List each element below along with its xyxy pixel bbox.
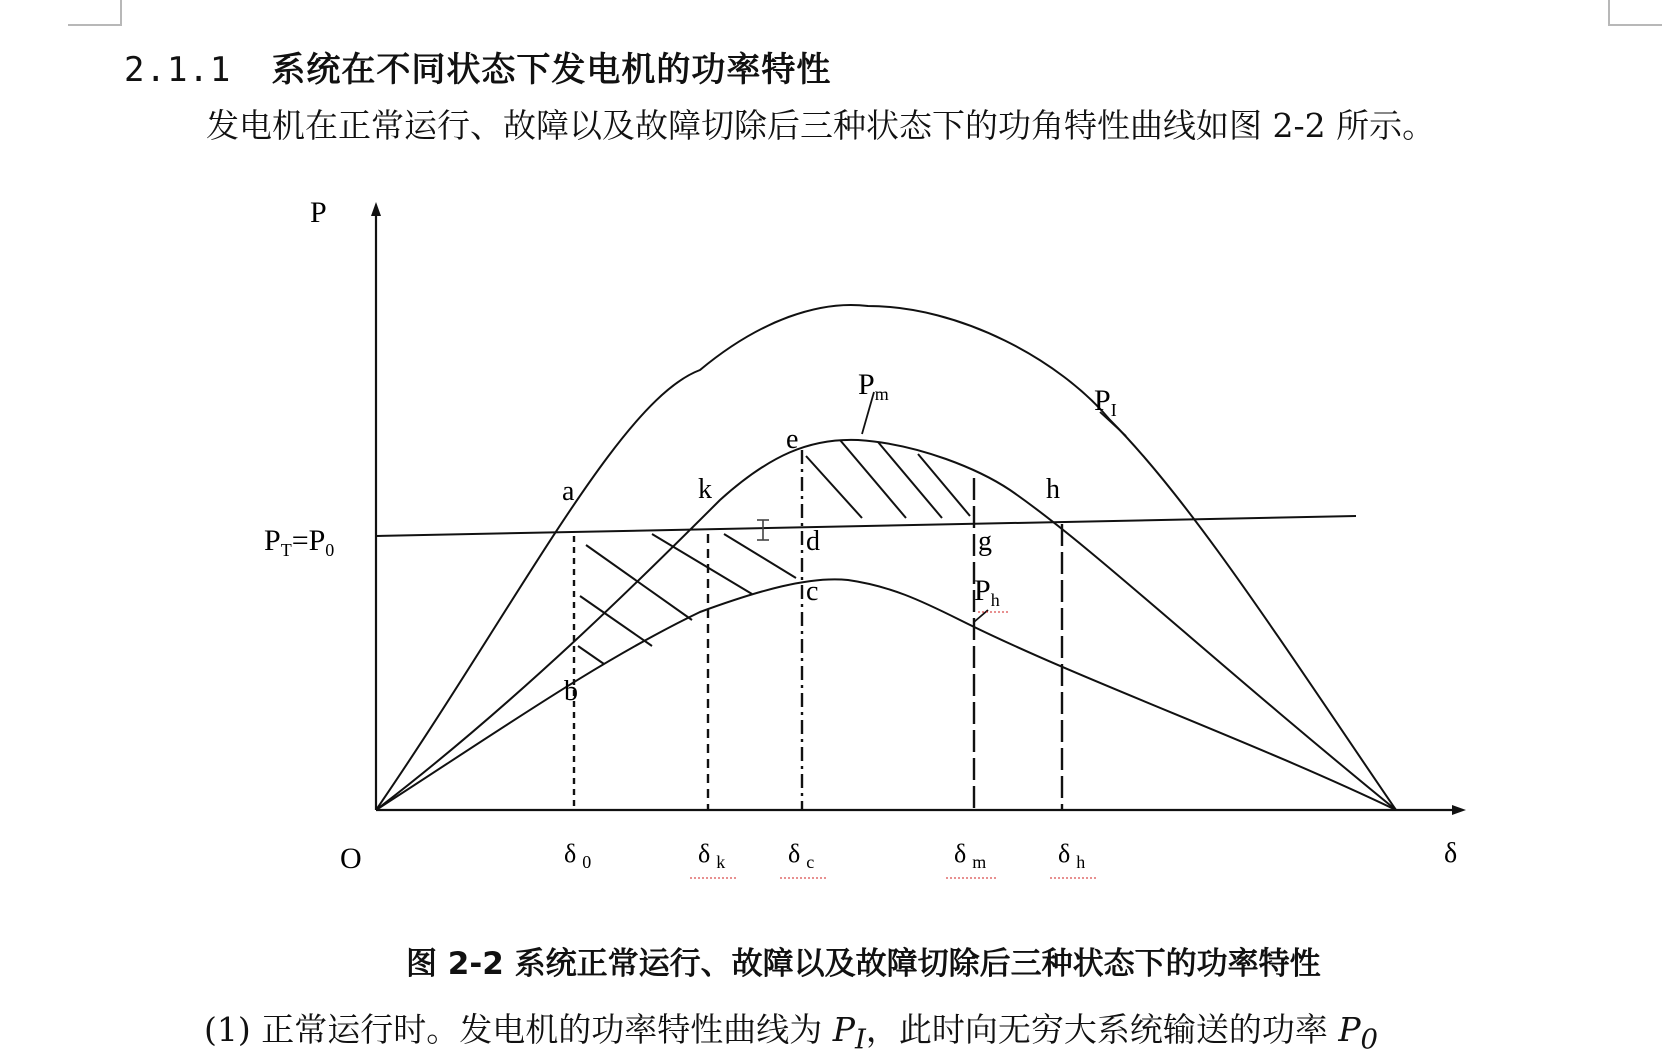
figure-caption: 图 2-2 系统正常运行、故障以及故障切除后三种状态下的功率特性 [406,946,1321,982]
point-c-label: c [806,576,819,607]
acceleration-area-hatching [578,534,796,664]
axes [371,202,1466,815]
delta-k-label: δ $_k$ [698,839,726,872]
delta-0-label: δ $_0$ [564,839,592,872]
x-axis-arrow [1452,805,1466,815]
point-g-label: g [978,526,992,557]
curve-ph [376,579,1396,810]
point-b-label: b [564,676,578,707]
curve-p1 [376,305,1396,810]
point-e-label: e [786,424,799,455]
curve-p1-label: $P_I$ [1094,384,1117,420]
point-k-label: k [698,474,712,505]
mechanical-power-label: $P_T=P_0$ [264,524,335,560]
mechanical-power-line [376,516,1356,536]
delta-c-label: δ $_c$ [788,839,815,872]
delta-h-label: δ $_h$ [1058,839,1086,872]
origin-label: O [340,842,362,875]
deceleration-area-hatching [806,440,970,518]
y-axis-label: P [310,196,327,229]
delta-m-label: δ $_m$ [954,839,987,872]
point-d-label: d [806,526,820,557]
section-title: 系统在不同状态下发电机的功率特性 [271,50,832,90]
curve-ph-label: $P_h$ [974,574,1000,610]
x-axis-label: δ [1444,838,1458,869]
ph-leader [974,610,988,622]
y-axis-arrow [371,202,381,216]
curve-pm-label: $P_m$ [858,368,889,404]
section-number: 2.1.1 [124,50,232,90]
intro-paragraph: 发电机在正常运行、故障以及故障切除后三种状态下的功角特性曲线如图 2-2 所示。 [206,106,1436,145]
text-cursor-icon [757,520,769,540]
point-h-label: h [1046,474,1060,505]
body-paragraph: (1) 正常运行时。发电机的功率特性曲线为 $P_I$，此时向无穷大系统输送的功率 $P_0$ [204,1010,1379,1056]
point-a-label: a [562,476,575,507]
spellcheck-underlines [690,612,1098,878]
